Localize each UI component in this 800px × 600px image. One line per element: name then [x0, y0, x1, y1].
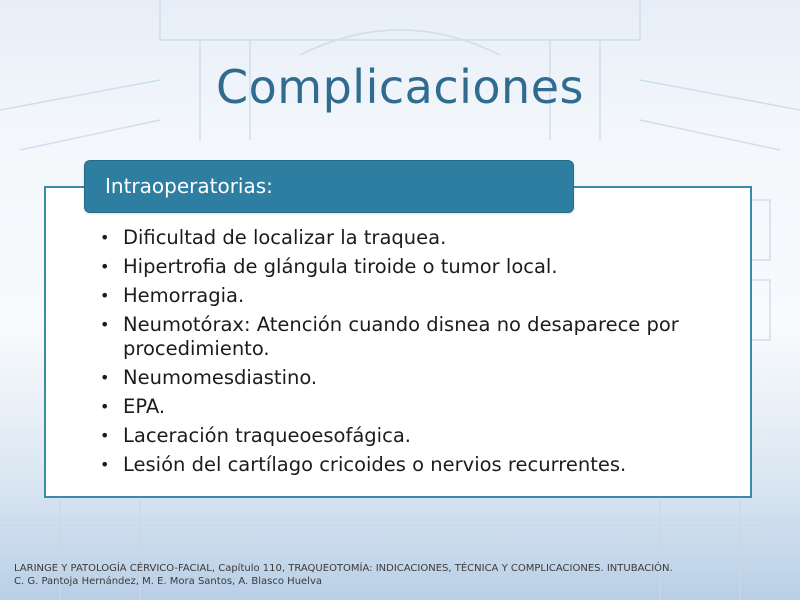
- bullet-icon: •: [100, 228, 110, 247]
- list-item-text: Dificultad de localizar la traquea.: [123, 226, 447, 249]
- list-item-text: EPA.: [123, 395, 166, 418]
- bullet-icon: •: [100, 286, 110, 305]
- list-item-text: Hipertrofia de glángula tiroide o tumor local.: [123, 255, 558, 278]
- bullet-icon: •: [100, 397, 110, 416]
- list-item-text: Neumomesdiastino.: [123, 366, 318, 389]
- list-item: [100, 255, 740, 279]
- bullet-icon: •: [100, 257, 110, 276]
- list-item: [100, 395, 740, 419]
- slide-title: Complicaciones: [216, 60, 584, 114]
- list-item: [100, 313, 740, 361]
- section-header: [84, 160, 574, 213]
- bullet-icon: •: [100, 426, 110, 445]
- section-header-label: Intraoperatorias:: [105, 174, 273, 198]
- list-item: [100, 366, 740, 390]
- citation-footer: [14, 562, 794, 588]
- bullet-icon: •: [100, 315, 110, 334]
- list-item: [100, 424, 740, 448]
- list-item: [100, 226, 740, 250]
- bullet-list: [100, 226, 740, 482]
- citation-line-2: C. G. Pantoja Hernández, M. E. Mora Santos, A. Blasco Huelva: [14, 576, 323, 587]
- list-item: [100, 284, 740, 308]
- list-item: [100, 453, 740, 477]
- bullet-icon: •: [100, 455, 110, 474]
- bullet-icon: •: [100, 368, 110, 387]
- list-item-text: Hemorragia.: [123, 284, 245, 307]
- list-item-text: Neumotórax: Atención cuando disnea no desaparece por procedimiento.: [123, 313, 679, 360]
- list-item-text: Lesión del cartílago cricoides o nervios recurrentes.: [123, 453, 627, 476]
- list-item-text: Laceración traqueoesofágica.: [123, 424, 411, 447]
- citation-line-1: LARINGE Y PATOLOGÍA CÉRVICO-FACIAL, Capítulo 110, TRAQUEOTOMÍA: INDICACIONES, TÉCNICA Y COMPLICACIONES. INTUBACIÓN.: [14, 563, 673, 574]
